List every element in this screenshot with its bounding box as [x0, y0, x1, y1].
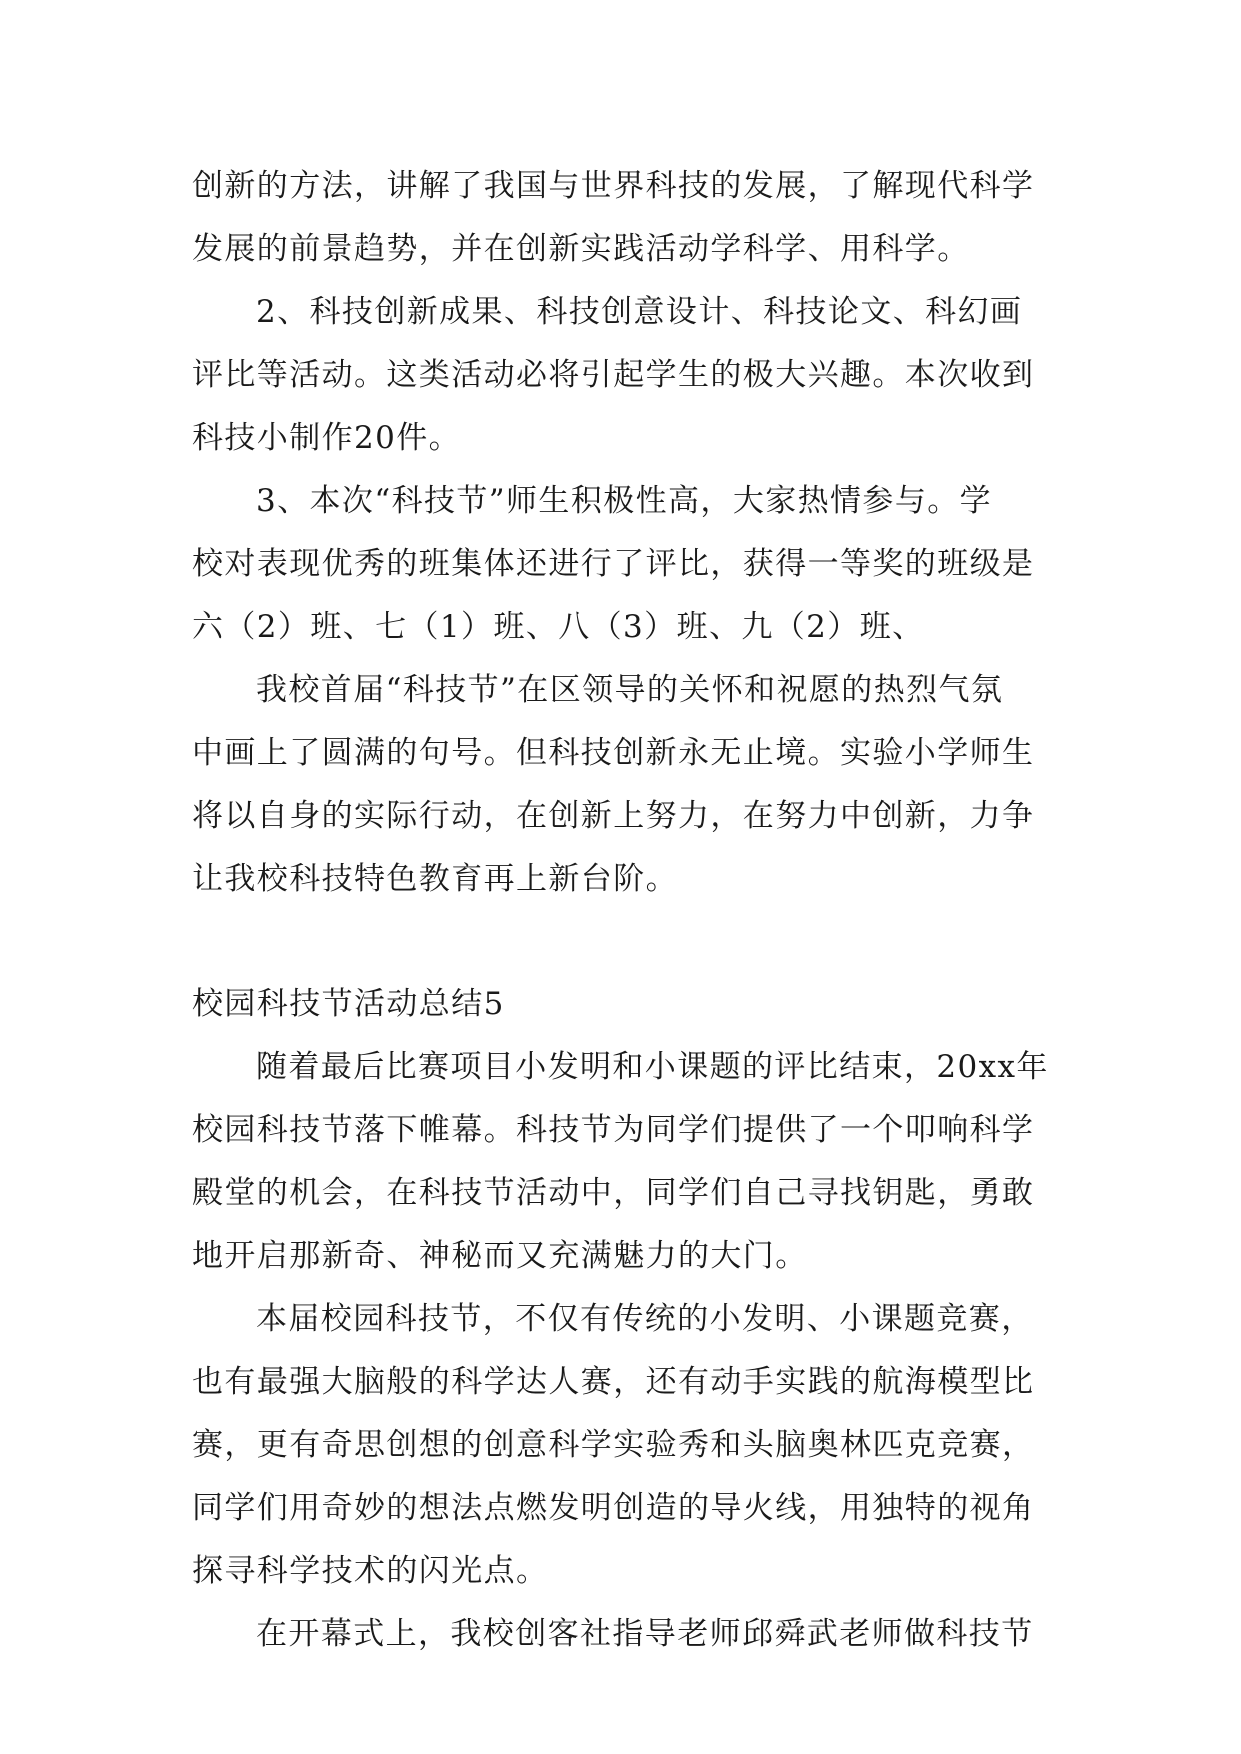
text-line: 让我校科技特色教育再上新台阶。 — [192, 861, 678, 897]
text-line: 创新的方法，讲解了我国与世界科技的发展，了解现代科学 — [192, 168, 1035, 204]
text-line: 3、本次“科技节”师生积极性高，大家热情参与。学 — [256, 483, 993, 519]
section-title: 校园科技节活动总结5 — [192, 986, 505, 1022]
text-line: 将以自身的实际行动，在创新上努力，在努力中创新，力争 — [192, 798, 1035, 834]
text-line: 校对表现优秀的班集体还进行了评比，获得一等奖的班级是 — [192, 546, 1035, 582]
text-line: 赛，更有奇思创想的创意科学实验秀和头脑奥林匹克竞赛， — [192, 1427, 1035, 1463]
paragraph-2 — [192, 281, 1048, 470]
text-line: 地开启那新奇、神秘而又充满魅力的大门。 — [192, 1238, 808, 1274]
text-line: 六（2）班、七（1）班、八（3）班、九（2）班、 — [192, 609, 925, 645]
text-line: 我校首届“科技节”在区领导的关怀和祝愿的热烈气氛 — [256, 672, 1004, 708]
paragraph-5 — [192, 1036, 1048, 1288]
text-line: 探寻科学技术的闪光点。 — [192, 1553, 549, 1589]
text-line: 同学们用奇妙的想法点燃发明创造的导火线，用独特的视角 — [192, 1490, 1035, 1526]
text-line: 殿堂的机会，在科技节活动中，同学们自己寻找钥匙，勇敢 — [192, 1175, 1035, 1211]
text-line: 本届校园科技节，不仅有传统的小发明、小课题竞赛， — [256, 1301, 1034, 1337]
paragraph-3 — [192, 470, 1048, 659]
text-line: 评比等活动。这类活动必将引起学生的极大兴趣。本次收到 — [192, 357, 1035, 393]
paragraph-1 — [192, 155, 1048, 281]
text-line: 校园科技节落下帷幕。科技节为同学们提供了一个叩响科学 — [192, 1112, 1035, 1148]
section-gap — [192, 911, 1048, 973]
paragraph-7 — [192, 1603, 1048, 1666]
document-page — [192, 155, 1048, 1666]
paragraph-6 — [192, 1288, 1048, 1603]
paragraph-4 — [192, 659, 1048, 911]
text-line: 2、科技创新成果、科技创意设计、科技论文、科幻画 — [256, 294, 1023, 330]
text-line: 也有最强大脑般的科学达人赛，还有动手实践的航海模型比 — [192, 1364, 1035, 1400]
text-line: 发展的前景趋势，并在创新实践活动学科学、用科学。 — [192, 231, 970, 267]
text-line: 中画上了圆满的句号。但科技创新永无止境。实验小学师生 — [192, 735, 1035, 771]
text-line: 随着最后比赛项目小发明和小课题的评比结束，20xx年 — [256, 1049, 1049, 1085]
text-line: 在开幕式上，我校创客社指导老师邱舜武老师做科技节 — [256, 1616, 1034, 1652]
text-line: 科技小制作20件。 — [192, 420, 462, 456]
